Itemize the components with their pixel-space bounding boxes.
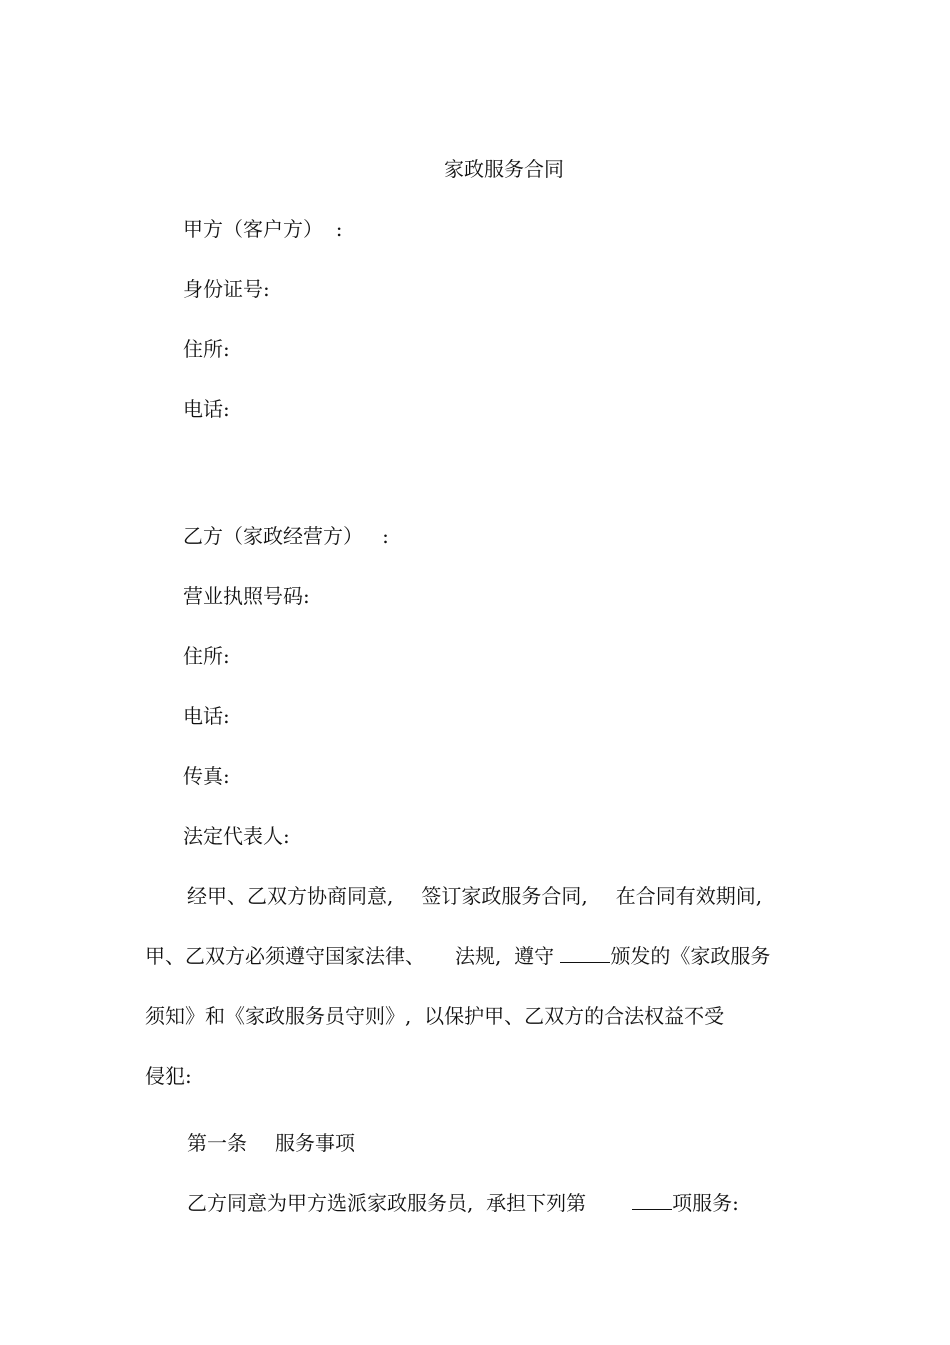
party-a-phone-label: 电话: [183, 397, 230, 421]
preamble-line-3: 须知》和《家政服务员守则》, 以保护甲、乙双方的合法权益不受 [145, 1004, 725, 1028]
preamble-text: 经甲、乙双方协商同意, [187, 884, 394, 908]
article-1-heading [187, 1131, 355, 1155]
service-item-blank [632, 1191, 672, 1210]
party-b-legal-rep-label: 法定代表人: [183, 824, 290, 848]
article-text: 项服务: [672, 1191, 739, 1215]
preamble-text: 甲、乙双方必须遵守国家法律、 [145, 944, 425, 968]
party-a-heading: 甲方（客户方） : [183, 217, 343, 241]
party-b-phone-label: 电话: [183, 704, 230, 728]
party-b-heading: 乙方（家政经营方） : [183, 524, 389, 548]
preamble-text: 在合同有效期间, [615, 884, 763, 908]
party-b-license-label: 营业执照号码: [183, 584, 310, 608]
authority-blank [560, 944, 610, 963]
preamble-line-4: 侵犯: [145, 1064, 192, 1088]
party-b-address-label: 住所: [183, 644, 230, 668]
party-a-id-number-label: 身份证号: [183, 277, 270, 301]
article-1-text [187, 1191, 739, 1215]
article-text: 乙方同意为甲方选派家政服务员, 承担下列第 [187, 1191, 587, 1215]
preamble-text: 法规, 遵守 [455, 944, 555, 968]
preamble-text: 签订家政服务合同, [421, 884, 588, 908]
preamble-line-1 [187, 884, 762, 908]
preamble-line-2 [145, 944, 770, 968]
article-number: 第一条 [187, 1131, 247, 1155]
preamble-text: 颁发的《家政服务 [610, 944, 771, 968]
party-b-fax-label: 传真: [183, 764, 230, 788]
page-title: 家政服务合同 [444, 157, 564, 181]
article-title: 服务事项 [275, 1131, 355, 1155]
party-a-address-label: 住所: [183, 337, 230, 361]
